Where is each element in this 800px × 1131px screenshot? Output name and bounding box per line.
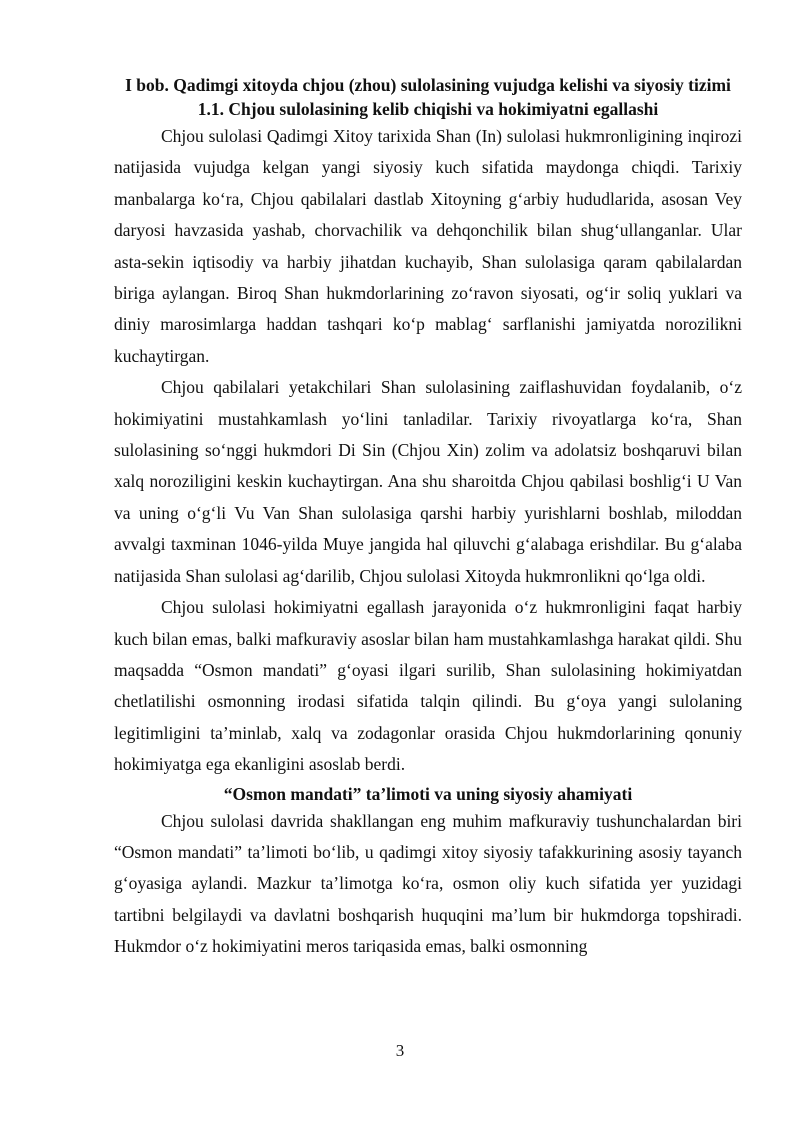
- paragraph-2: Chjou qabilalari yetakchilari Shan sulolasining zaiflashuvidan foydalanib, o‘z hokimiyatini mustahkamlash yo‘lini tanladilar. Tarixiy rivoyatlarga ko‘ra, Shan sulolasining so‘nggi hukmdori Di Sin (Chjou Xin) zolim va adolatsiz boshqaruvi bilan xalq noroziligini keskin kuchaytirgan. Ana shu sharoitda Chjou qabilasi boshlig‘i U Van va uning o‘g‘li Vu Van Shan sulolasiga qarshi harbiy yurishlarni boshlab, miloddan avvalgi taxminan 1046-yilda Muye jangida hal qiluvchi g‘alabaga erishdilar. Bu g‘alaba natijasida Shan sulolasi ag‘darilib, Chjou sulolasi Xitoyda hukmronlikni qo‘lga oldi.: [114, 377, 742, 586]
- paragraph-3: Chjou sulolasi hokimiyatni egallash jarayonida o‘z hukmronligini faqat harbiy kuch bilan emas, balki mafkuraviy asoslar bilan ham mustahkamlashga harakat qildi. Shu maqsadda “Osmon mandati” g‘oyasi ilgari surilib, Shan sulolasining hokimiyatdan chetlatilishi osmonning irodasi sifatida talqin qilindi. Bu g‘oya yangi sulolaning legitimligini ta’minlab, xalq va zodagonlar orasida Chjou hukmdorlarining qonuniy hokimiyatga ega ekanligini asoslab berdi.: [114, 597, 742, 775]
- subsection-title: “Osmon mandati” ta’limoti va uning siyosiy ahamiyati: [223, 783, 633, 804]
- section-title: 1.1. Chjou sulolasining kelib chiqishi va hokimiyatni egallashi: [197, 99, 659, 119]
- chapter-title: I bob. Qadimgi xitoyda chjou (zhou) sulolasining vujudga kelishi va siyosiy tizimi: [125, 75, 731, 95]
- page-number: 3: [395, 1041, 405, 1060]
- paragraph-1: Chjou sulolasi Qadimgi Xitoy tarixida Shan (In) sulolasi hukmronligining inqirozi natijasida vujudga kelgan yangi siyosiy kuch sifatida maydonga chiqdi. Tarixiy manbalarga ko‘ra, Chjou qabilalari dastlab Xitoyning g‘arbiy hududlarida, asosan Vey daryosi havzasida yashab, chorvachilik va dehqonchilik bilan shug‘ullanganlar. Ular asta-sekin iqtisodiy va harbiy jihatdan kuchayib, Shan sulolasiga qaram qabilalardan biriga aylangan. Biroq Shan hukmdorlarining zo‘ravon siyosati, og‘ir soliq yuklari va diniy marosimlarga haddan tashqari ko‘p mablag‘ sarflanishi jamiyatda norozilikni kuchaytirgan.: [114, 126, 742, 366]
- page-content: [114, 74, 742, 963]
- paragraph-4: Chjou sulolasi davrida shakllangan eng muhim mafkuraviy tushunchalardan biri “Osmon mandati” ta’limoti bo‘lib, u qadimgi xitoy siyosiy tafakkurining asosiy tayanch g‘oyasiga aylandi. Mazkur ta’limotga ko‘ra, osmon oliy kuch sifatida yer yuzidagi tartibni belgilaydi va davlatni boshqarish huquqini ma’lum bir hukmdorga topshiradi. Hukmdor o‘z hokimiyatini meros tariqasida emas, balki osmonning: [114, 810, 742, 957]
